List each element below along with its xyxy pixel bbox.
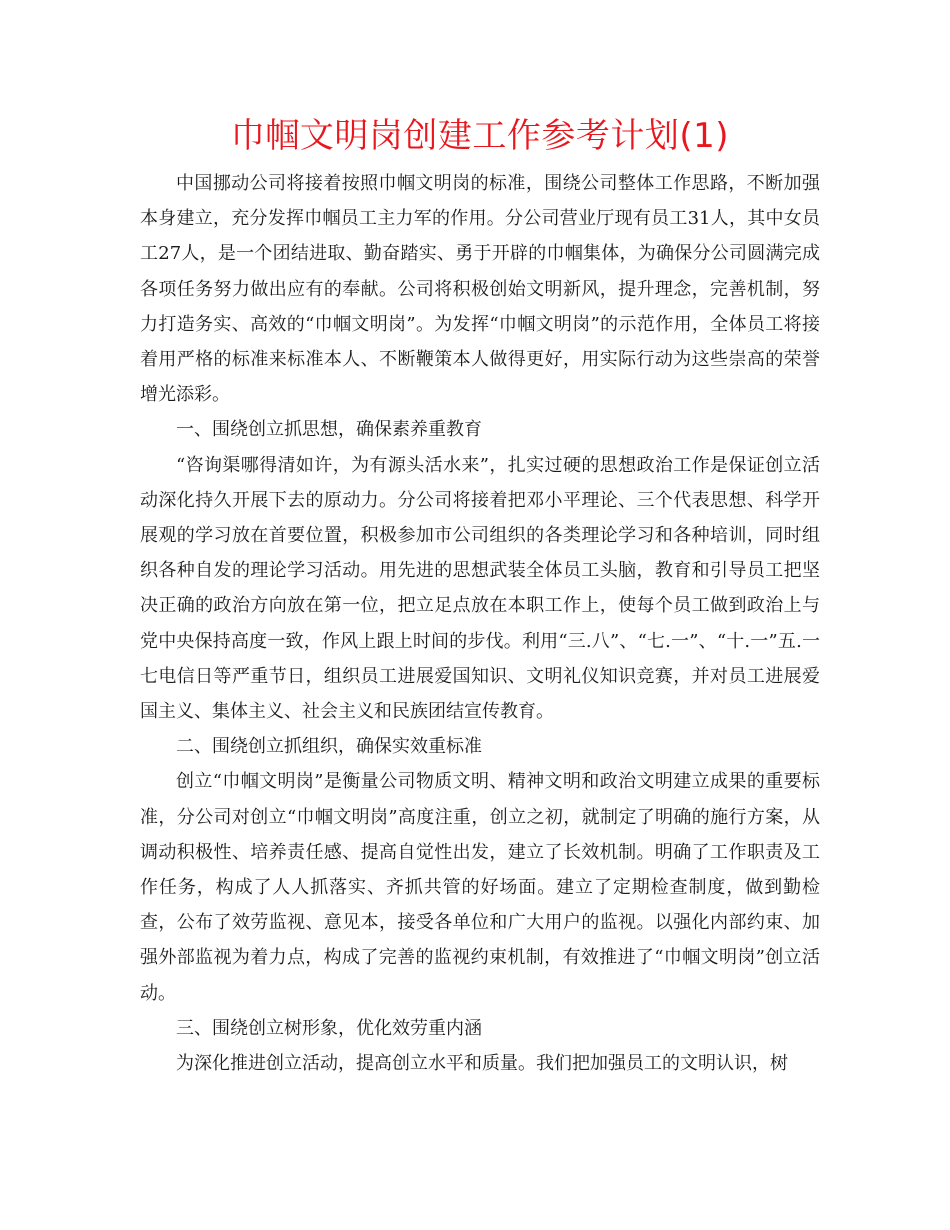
document-title: 巾帼文明岗创建工作参考计划(1) xyxy=(230,116,730,156)
section-2-paragraph: 创立“巾帼文明岗”是衡量公司物质文明、精神文明和政治文明建立成果的重要标准，分公司对创立“巾帼文明岗”高度注重，创立之初，就制定了明确的施行方案，从调动积极性、培养责任感、提高自觉性出发，建立了长效机制。明确了工作职责及工作任务，构成了人人抓落实、齐抓共管的好场面。建立了定期检查制度，做到勤检查，公布了效劳监视、意见本，接受各单位和广大用户的监视。以强化内部约束、加强外部监视为着力点，构成了完善的监视约束机制，有效推进了“巾帼文明岗”创立活动。 xyxy=(140,771,820,1004)
section-3-heading: 三、围绕创立树形象，优化效劳重内涵 xyxy=(176,1017,482,1039)
intro-paragraph: 中国挪动公司将接着按照巾帼文明岗的标准，围绕公司整体工作思路，不断加强本身建立，充分发挥巾帼员工主力军的作用。分公司营业厅现有员工31人，其中女员工27人，是一个团结进取、勤奋踏实、勇于开辟的巾帼集体，为确保分公司圆满完成各项任务努力做出应有的奉献。公司将积极创始文明新风，提升理念，完善机制，努力打造务实、高效的“巾帼文明岗”。为发挥“巾帼文明岗”的示范作用，全体员工将接着用严格的标准来标准本人、不断鞭策本人做得更好，用实际行动为这些崇高的荣誉增光添彩。 xyxy=(140,173,820,406)
section-1-heading: 一、围绕创立抓思想，确保素养重教育 xyxy=(176,419,482,441)
section-1-paragraph: “咨询渠哪得清如许，为有源头活水来”，扎实过硬的思想政治工作是保证创立活动深化持久开展下去的原动力。分公司将接着把邓小平理论、三个代表思想、科学开展观的学习放在首要位置，积极参加市公司组织的各类理论学习和各种培训，同时组织各种自发的理论学习活动。用先进的思想武装全体员工头脑，教育和引导员工把坚决正确的政治方向放在第一位，把立足点放在本职工作上，使每个员工做到政治上与党中央保持高度一致，作风上跟上时间的步伐。利用“三.八”、“七.一”、“十.一”五.一七电信日等严重节日，组织员工进展爱国知识、文明礼仪知识竞赛，并对员工进展爱国主义、集体主义、社会主义和民族团结宣传教育。 xyxy=(140,454,820,723)
section-3-paragraph: 为深化推进创立活动，提高创立水平和质量。我们把加强员工的文明认识，树 xyxy=(176,1053,788,1075)
section-2-heading: 二、围绕创立抓组织，确保实效重标准 xyxy=(176,736,482,758)
document-page xyxy=(140,112,820,1081)
